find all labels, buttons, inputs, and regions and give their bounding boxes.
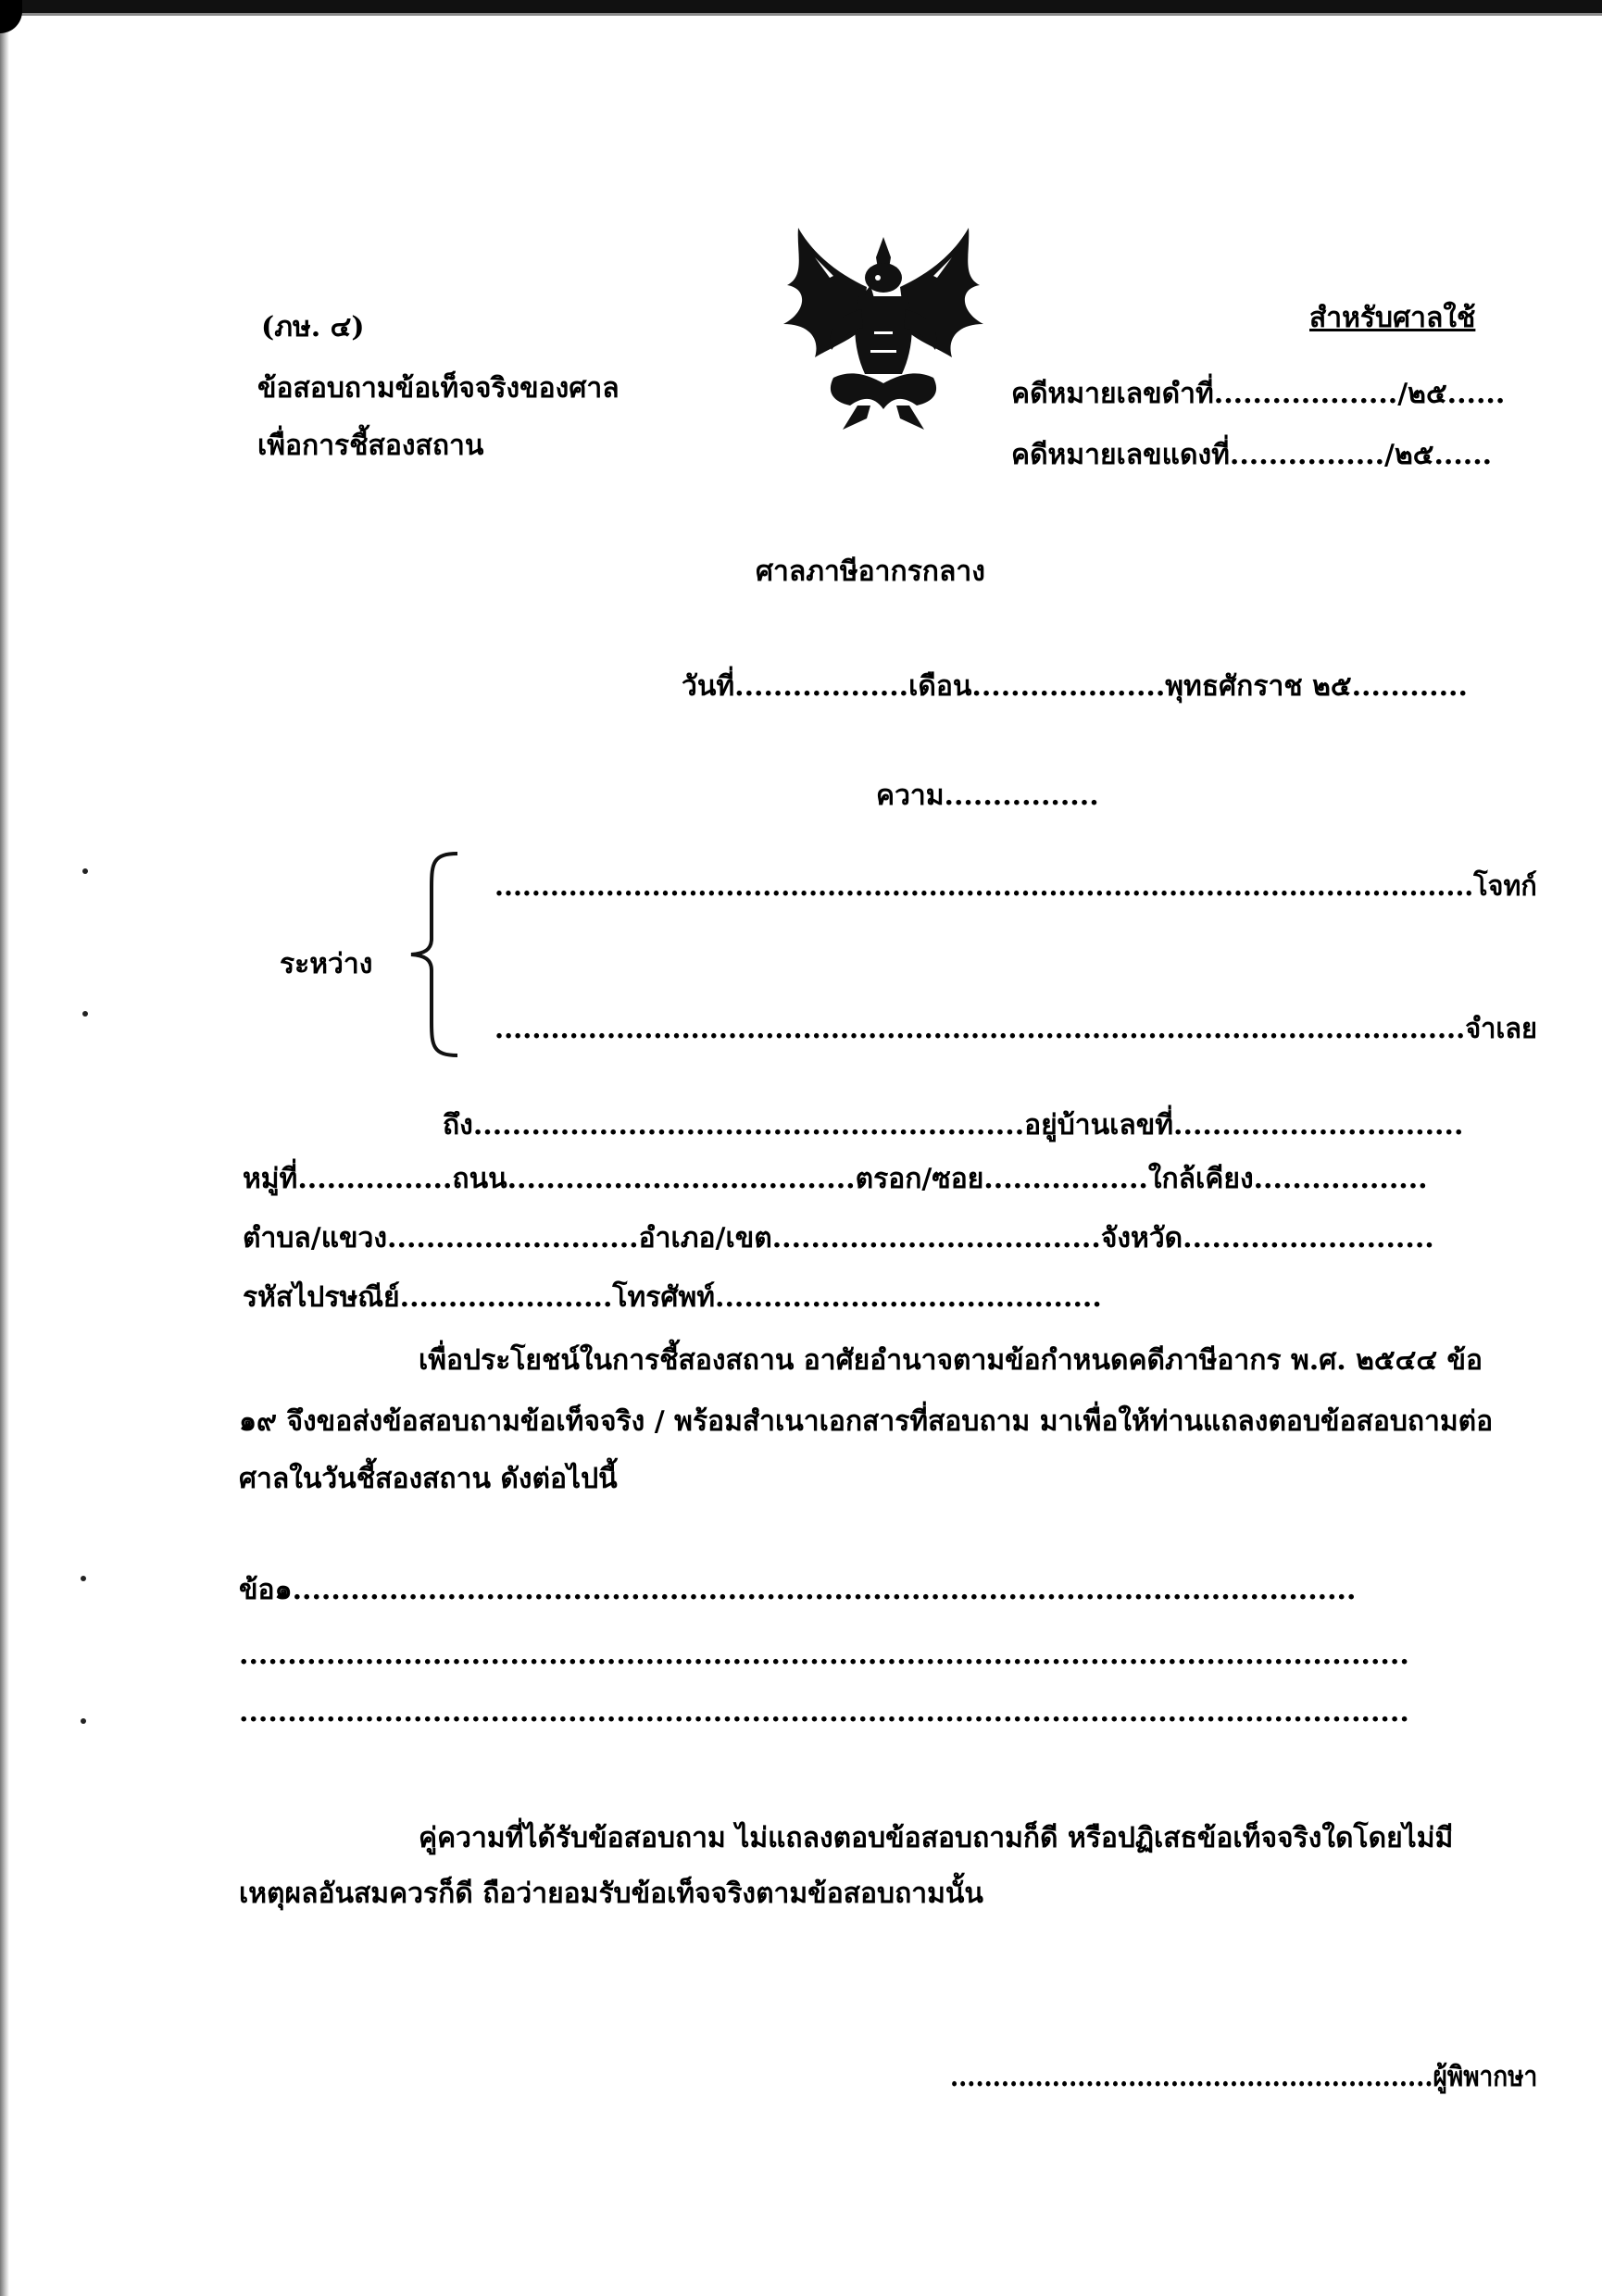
margin-mark — [81, 1576, 86, 1581]
form-code: (ภษ. ๔) — [261, 311, 365, 343]
question-blank-line: ......................................................................................................................... — [239, 1696, 1409, 1728]
date-line: วันที่..................เดือน....................พุทธศักราช ๒๕............ — [682, 670, 1468, 703]
address-line-4: รหัสไปรษณีย์......................โทรศัพท์........................................ — [243, 1281, 1102, 1314]
garuda-emblem-icon — [778, 220, 989, 430]
body-paragraph-line3: ศาลในวันชี้สองสถาน ดังต่อไปนี้ — [239, 1463, 618, 1495]
curly-brace-icon — [407, 850, 463, 1059]
red-case-number: คดีหมายเลขแดงที่................/๒๕...... — [1011, 439, 1493, 471]
scan-top-edge — [0, 0, 1602, 13]
margin-mark — [82, 868, 88, 874]
address-line-2: หมู่ที่................ถนน....................................ตรอก/ซอย.................ใกล้เคียง.................. — [243, 1163, 1428, 1195]
judge-signature-line: .........................................................ผู้พิพากษา — [950, 2061, 1538, 2093]
body-paragraph-line1: เพื่อประโยชน์ในการชี้สองสถาน อาศัยอำนาจตามข้อกำหนดคดีภาษีอากร พ.ศ. ๒๕๔๔ ข้อ — [419, 1344, 1483, 1377]
black-case-number: คดีหมายเลขดำที่.................../๒๕...... — [1011, 378, 1506, 410]
question-item-1: ข้อ๑.............................................................................................................. — [239, 1574, 1357, 1606]
margin-mark — [81, 1718, 86, 1724]
form-title-line2: เพื่อการชี้สองสถาน — [257, 430, 484, 462]
scan-left-edge — [0, 0, 9, 2296]
notice-line2: เหตุผลอันสมควรก็ดี ถือว่ายอมรับข้อเท็จจริงตามข้อสอบถามนั้น — [239, 1878, 983, 1910]
address-line-3: ตำบล/แขวง..........................อำเภอ/เขต..................................จังหวัด.......................... — [243, 1222, 1434, 1254]
court-name: ศาลภาษีอากรกลาง — [756, 555, 985, 588]
address-to-line: ถึง.........................................................อยู่บ้านเลขที่.............................. — [443, 1109, 1464, 1142]
margin-mark — [82, 1011, 88, 1017]
scan-top-edge-shadow — [0, 13, 1602, 16]
case-type-line: ความ................ — [876, 780, 1099, 812]
question-blank-line: ......................................................................................................................... — [239, 1639, 1409, 1671]
defendant-line: ........................................................................................................จำเลย — [494, 1013, 1538, 1045]
body-paragraph-line2: ๑๙ จึงขอส่งข้อสอบถามข้อเท็จจริง / พร้อมสำเนาเอกสารที่สอบถาม มาเพื่อให้ท่านแถลงตอบข้อสอบถามต่อ — [239, 1405, 1494, 1438]
between-label: ระหว่าง — [280, 948, 373, 980]
court-use-heading: สำหรับศาลใช้ — [1309, 302, 1476, 334]
scan-corner — [0, 0, 22, 33]
form-title-line1: ข้อสอบถามข้อเท็จจริงของศาล — [257, 372, 620, 405]
plaintiff-line: ..........................................................................................................โจทก์ — [494, 870, 1537, 903]
notice-line1: คู่ความที่ได้รับข้อสอบถาม ไม่แถลงตอบข้อสอบถามก็ดี หรือปฏิเสธข้อเท็จจริงใดโดยไม่มี — [419, 1822, 1454, 1854]
